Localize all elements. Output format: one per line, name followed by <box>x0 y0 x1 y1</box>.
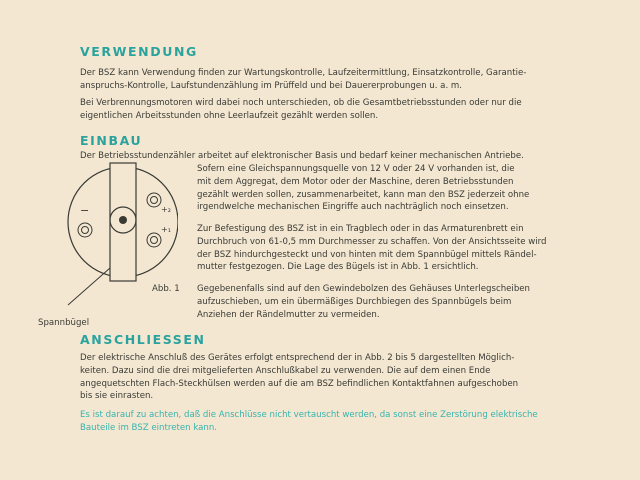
center-hole <box>119 216 127 224</box>
text-line: Anziehen der Rändelmutter zu vermeiden. <box>197 309 380 320</box>
verwendung-paragraph-2 <box>80 97 587 123</box>
anschliessen-warning-note <box>80 409 587 435</box>
verwendung-paragraph-1 <box>80 67 587 93</box>
text-line: mutter festgezogen. Die Lage des Bügels ist in Abb. 1 ersichtlich. <box>197 262 479 273</box>
text-line: eigentlichen Arbeitsstunden ohne Leerlaufzeit gezählt werden sollen. <box>80 110 379 121</box>
einbau-paragraph-3 <box>197 283 585 321</box>
text-line: Es ist darauf zu achten, daß die Anschlüsse nicht vertauscht werden, da sonst eine Zerstörung elektrische <box>80 410 538 420</box>
einbau-paragraph-2 <box>197 223 585 274</box>
bracket-leader-line <box>68 268 110 305</box>
terminal-top-right <box>147 193 161 207</box>
text-line: mit dem Aggregat, dem Motor oder der Maschine, deren Betriebsstunden <box>197 176 514 187</box>
terminal-bottom-right <box>147 233 161 247</box>
text-line: anspruchs-Kontrolle, Laufstundenzählung im Prüffeld und bei Dauererprobungen u. a. m. <box>80 80 463 91</box>
text-line: der BSZ hindurchgesteckt und von hinten mit dem Spannbügel mittels Rändel- <box>197 249 537 260</box>
terminal-top-right-sign: +₂ <box>161 205 171 214</box>
text-line: Sofern eine Gleichspannungsquelle von 12 V oder 24 V vorhanden ist, die <box>197 164 515 174</box>
terminal-left <box>78 223 92 237</box>
text-line: Durchbruch von 61-0,5 mm Durchmesser zu schaffen. Von der Ansichtsseite wird <box>197 236 547 247</box>
text-line: Gegebenenfalls sind auf den Gewindebolzen des Gehäuses Unterlegscheiben <box>197 284 531 294</box>
anschliessen-paragraph-1 <box>80 352 587 403</box>
text-line: bis sie einrasten. <box>80 391 154 402</box>
figure-label-spannbuegel: Spannbügel <box>38 318 90 328</box>
text-line: keiten. Dazu sind die drei mitgelieferten Anschlußkabel zu verwenden. Die auf dem einen Ende <box>80 365 491 376</box>
text-line: Bei Verbrennungsmotoren wird dabei noch unterschieden, ob die Gesamtbetriebsstunden oder nur die <box>80 98 522 108</box>
text-line: Der elektrische Anschluß des Gerätes erfolgt entsprechend der in Abb. 2 bis 5 dargestellten Möglich- <box>80 353 515 363</box>
text-line: irgendwelche mechanischen Eingriffe auch nachträglich noch einsetzen. <box>197 202 509 213</box>
terminal-bottom-right-sign: +₁ <box>161 225 171 234</box>
figure-caption: Abb. 1 <box>152 284 180 294</box>
text-line: Der BSZ kann Verwendung finden zur Wartungskontrolle, Laufzeitermittlung, Einsatzkontrolle, Garantie- <box>80 68 527 78</box>
text-line: Der Betriebsstundenzähler arbeitet auf elektronischer Basis und bedarf keiner mechanischen Antriebe. <box>80 151 524 161</box>
terminal-left-sign: − <box>80 204 90 217</box>
text-line: angequetschten Flach-Steckhülsen werden auf die am BSZ befindlichen Kontaktfahnen aufgeschoben <box>80 378 519 389</box>
einbau-paragraph-1 <box>197 163 585 214</box>
heading-anschliessen: ANSCHLIESSEN <box>80 332 206 347</box>
heading-verwendung: VERWENDUNG <box>80 44 198 59</box>
text-line: Bauteile im BSZ eintreten kann. <box>80 422 218 433</box>
heading-einbau: EINBAU <box>80 133 143 148</box>
text-line: aufzuschieben, um ein übermäßiges Durchbiegen des Spannbügels beim <box>197 296 512 307</box>
text-line: gezählt werden sollen, zusammenarbeitet, kann man den BSZ jederzeit ohne <box>197 189 530 200</box>
text-line: Zur Befestigung des BSZ ist in ein Tragblech oder in das Armaturenbrett ein <box>197 224 524 234</box>
